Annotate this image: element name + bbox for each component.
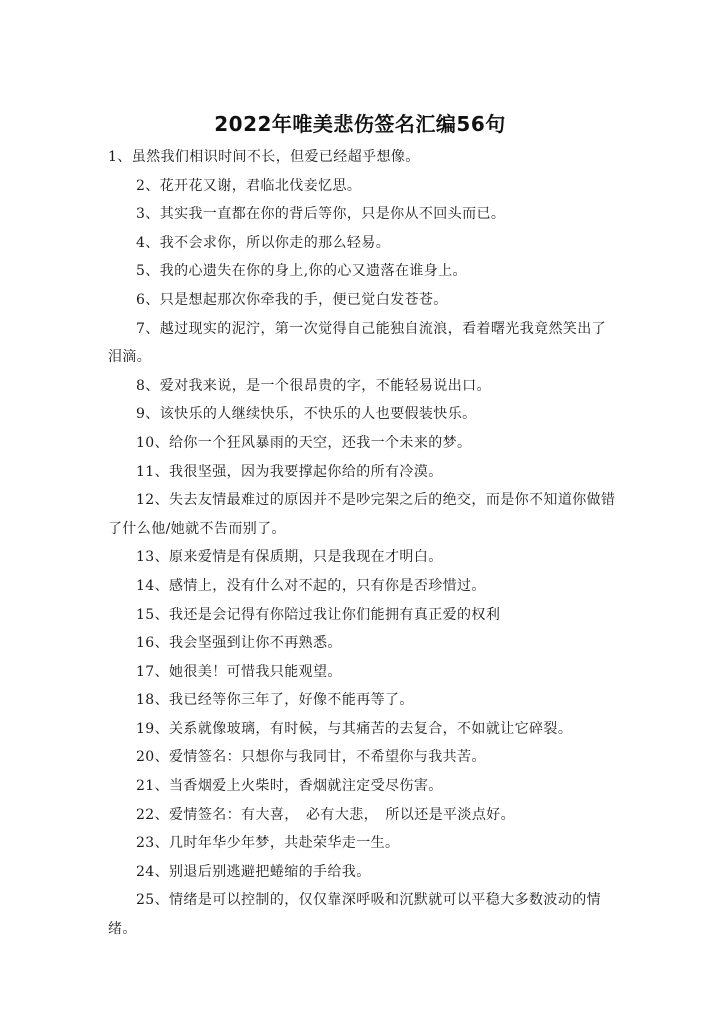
paragraph: 16、我会坚强到让你不再熟悉。 <box>136 635 342 652</box>
document-title: 2022年唯美悲伤签名汇编56句 <box>214 112 506 136</box>
paragraph: 14、感情上，没有什么对不起的，只有你是否珍惜过。 <box>136 577 486 594</box>
paragraph: 10、给你一个狂风暴雨的天空，还我一个未来的梦。 <box>136 434 472 451</box>
paragraph: 13、原来爱情是有保质期，只是我现在才明白。 <box>136 549 443 566</box>
paragraph: 9、该快乐的人继续快乐，不快乐的人也要假装快乐。 <box>136 406 477 423</box>
paragraph: 11、我很坚强，因为我要撑起你给的所有冷漠。 <box>136 463 443 480</box>
paragraph: 3、其实我一直都在你的背后等你，只是你从不回头而已。 <box>136 206 506 223</box>
paragraph: 4、我不会求你，所以你走的那么轻易。 <box>136 234 391 251</box>
paragraph: 6、只是想起那次你牵我的手，便已觉白发苍苍。 <box>136 291 448 308</box>
paragraph: 5、我的心遗失在你的身上,你的心又遗落在谁身上。 <box>136 263 467 280</box>
paragraph: 19、关系就像玻璃，有时候，与其痛苦的去复合，不如就让它碎裂。 <box>136 720 573 737</box>
paragraph: 15、我还是会记得有你陪过我让你们能拥有真正爱的权利 <box>136 606 501 623</box>
paragraph: 8、爱对我来说，是一个很昂贵的字，不能轻易说出口。 <box>136 377 491 394</box>
paragraph: 1、虽然我们相识时间不长，但爱已经超乎想像。 <box>108 149 420 165</box>
paragraph: 18、我已经等你三年了，好像不能再等了。 <box>136 692 414 709</box>
paragraph: 2、花开花又谢，君临北伐妾忆思。 <box>136 177 362 194</box>
paragraph: 25、情绪是可以控制的，仅仅靠深呼吸和沉默就可以平稳大多数波动的情绪。 <box>108 892 602 938</box>
paragraph: 12、失去友情最难过的原因并不是吵完架之后的绝交，而是你不知道你做错了什么他/她就不告而别了。 <box>108 492 616 537</box>
paragraph: 20、爱情签名：只想你与我同甘，不希望你与我共苦。 <box>136 749 486 766</box>
paragraph: 24、别退后别逃避把蜷缩的手给我。 <box>136 863 371 880</box>
document-body <box>108 143 618 944</box>
paragraph: 22、爱情签名：有大喜， 必有大悲， 所以还是平淡点好。 <box>136 806 516 823</box>
paragraph: 7、越过现实的泥泞，第一次觉得自己能独自流浪，看着曙光我竟然笑出了泪滴。 <box>108 320 607 366</box>
paragraph: 21、当香烟爱上火柴时，香烟就注定受尽伤害。 <box>136 778 443 795</box>
paragraph: 23、几时年华少年梦，共赴荣华走一生。 <box>136 835 400 852</box>
paragraph: 17、她很美！可惜我只能观望。 <box>136 663 342 680</box>
